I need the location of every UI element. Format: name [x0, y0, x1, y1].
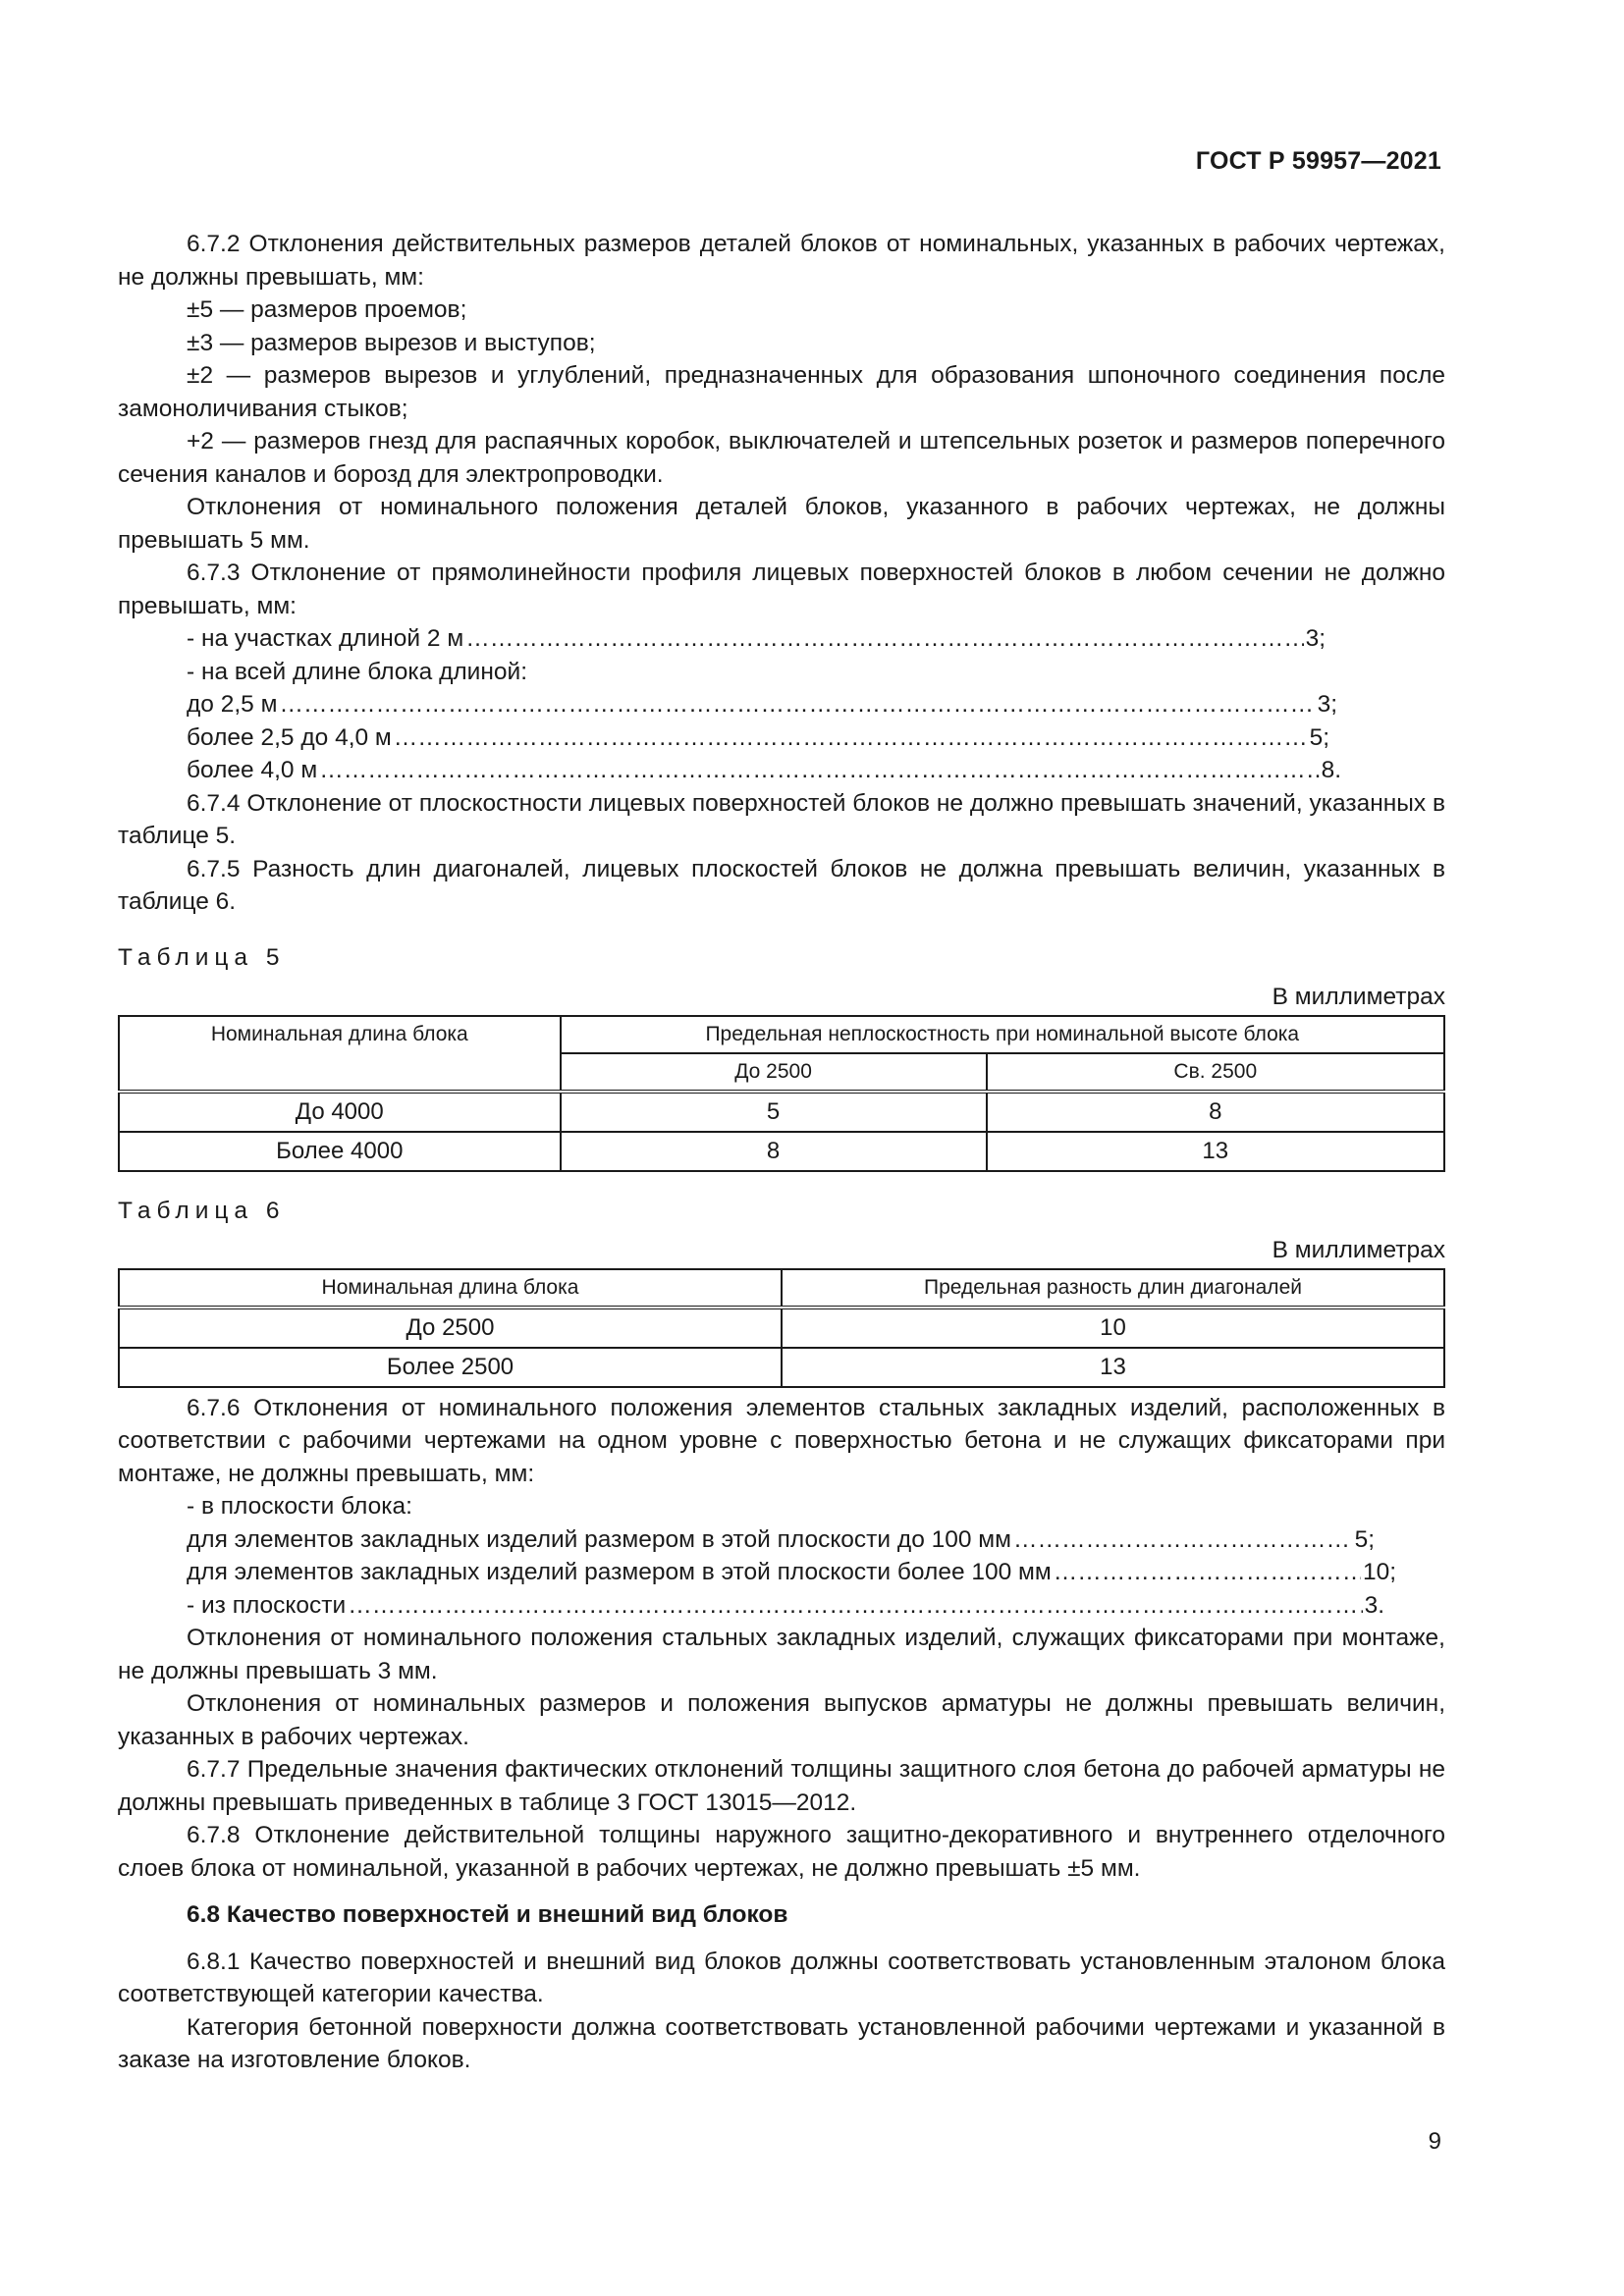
rebar-note: Отклонения от номинальных размеров и положения выпусков арматуры не должны превышать величин, указанных в рабочих чертежах. [118, 1690, 1445, 1750]
fixators-note: Отклонения от номинального положения стальных закладных изделий, служащих фиксаторами при монтаже, не должны превышать 3 мм. [118, 1625, 1445, 1684]
leader-row [118, 1523, 1375, 1557]
leader-label: более 4,0 м [187, 757, 318, 783]
dot-leader [465, 622, 1303, 656]
leader-row [118, 622, 1326, 656]
table-cell: 8 [987, 1092, 1444, 1132]
clause-6-8-1: 6.8.1 Качество поверхностей и внешний вид блоков должны соответствовать установленным эталоном блока соответствующей категории качества. [118, 1948, 1445, 2007]
dot-leader [348, 1589, 1362, 1623]
document-body [118, 228, 1445, 2077]
header-cell: Св. 2500 [987, 1053, 1444, 1092]
dot-leader [1054, 1556, 1361, 1589]
dot-leader [394, 721, 1308, 755]
table-cell: 13 [782, 1348, 1444, 1387]
leader-label: - из плоскости [187, 1591, 347, 1619]
surface-category-note: Категория бетонной поверхности должна соответствовать установленной рабочими чертежами и указанной в заказе на изготовление блоков. [118, 2013, 1445, 2073]
table-row [119, 1092, 1444, 1132]
clause-6-7-2: 6.7.2 Отклонения действительных размеров деталей блоков от номинальных, указанных в рабочих чертежах, не должны превышать, мм: [118, 231, 1445, 291]
table-header-row [119, 1016, 1444, 1053]
leader-row [118, 1589, 1384, 1623]
table-row [119, 1308, 1444, 1348]
header-cell: Номинальная длина блока [119, 1016, 561, 1092]
list-item: ±2 — размеров вырезов и углублений, предназначенных для образования шпоночного соединения после замоноличивания стыков; [118, 362, 1445, 422]
leader-label: для элементов закладных изделий размером в этой плоскости более 100 мм [187, 1559, 1052, 1585]
clause-6-7-3: 6.7.3 Отклонение от прямолинейности профиля лицевых поверхностей блоков в любом сечении не должно превышать, мм: [118, 560, 1445, 619]
table-6-units: В миллиметрах [1272, 1236, 1445, 1263]
list-item: - на всей длине блока длиной: [187, 658, 528, 685]
table-cell: Более 2500 [119, 1348, 782, 1387]
leader-value: 3. [1364, 1591, 1384, 1619]
leader-value: 5; [1309, 723, 1329, 751]
clause-6-7-6: 6.7.6 Отклонения от номинального положения элементов стальных закладных изделий, расположенных в соответствии с рабочими чертежами на одном уровне с поверхностью бетона и не служащих фиксаторами при монтаже, не должны превышать, мм: [118, 1394, 1445, 1487]
leader-row [118, 721, 1329, 755]
section-6-8-title: 6.8 Качество поверхностей и внешний вид блоков [187, 1901, 788, 1928]
page-number: 9 [1428, 2128, 1441, 2155]
clause-6-7-8: 6.7.8 Отклонение действительной толщины наружного защитно-декоративного и внутреннего отделочного слоев блока от номинальной, указанной в рабочих чертежах, не должно превышать ±5 мм. [118, 1822, 1445, 1882]
dot-leader [1013, 1523, 1353, 1557]
table-cell: 13 [987, 1132, 1444, 1171]
clause-6-7-5: 6.7.5 Разность длин диагоналей, лицевых плоскостей блоков не должна превышать величин, указанных в таблице 6. [118, 855, 1445, 915]
table-header-row [119, 1269, 1444, 1308]
leader-value: 5; [1354, 1525, 1375, 1553]
dot-leader [319, 754, 1319, 787]
standard-id: ГОСТ Р 59957—2021 [1195, 147, 1441, 175]
leader-row [118, 1556, 1396, 1589]
table-6-caption: Таблица 6 [118, 1197, 286, 1224]
table-cell: До 2500 [119, 1308, 782, 1348]
leader-row [118, 754, 1341, 787]
table-5-units: В миллиметрах [1272, 983, 1445, 1010]
table-row [119, 1132, 1444, 1171]
leader-value: 10; [1362, 1559, 1396, 1585]
clause-6-7-7: 6.7.7 Предельные значения фактических отклонений толщины защитного слоя бетона до рабочей арматуры не должны превышать приведенных в таблице 3 ГОСТ 13015—2012. [118, 1756, 1445, 1816]
position-note: Отклонения от номинального положения деталей блоков, указанного в рабочих чертежах, не должны превышать 5 мм. [118, 494, 1445, 554]
header-cell: Номинальная длина блока [119, 1269, 782, 1308]
dot-leader [279, 688, 1315, 721]
header-cell: До 2500 [561, 1053, 987, 1092]
table-cell: Более 4000 [119, 1132, 561, 1171]
list-item: +2 — размеров гнезд для распаячных коробок, выключателей и штепсельных розеток и размеров поперечного сечения каналов и борозд для электропроводки. [118, 428, 1445, 488]
list-item: ±5 — размеров проемов; [187, 296, 467, 323]
leader-label: более 2,5 до 4,0 м [187, 723, 392, 751]
leader-value: 8. [1321, 757, 1341, 783]
list-item: ±3 — размеров вырезов и выступов; [187, 329, 596, 356]
table-5 [118, 1015, 1445, 1172]
table-cell: До 4000 [119, 1092, 561, 1132]
leader-row [118, 688, 1337, 721]
table-6 [118, 1268, 1445, 1388]
table-5-caption: Таблица 5 [118, 943, 286, 971]
header-cell: Предельная неплоскостность при номинальной высоте блока [561, 1016, 1444, 1053]
leader-value: 3; [1305, 625, 1326, 652]
list-item: - в плоскости блока: [187, 1493, 412, 1520]
table-cell: 8 [561, 1132, 987, 1171]
table-cell: 5 [561, 1092, 987, 1132]
table-cell: 10 [782, 1308, 1444, 1348]
table-row [119, 1348, 1444, 1387]
clause-6-7-4: 6.7.4 Отклонение от плоскостности лицевых поверхностей блоков не должно превышать значений, указанных в таблице 5. [118, 789, 1445, 849]
leader-label: - на участках длиной 2 м [187, 625, 464, 652]
leader-label: для элементов закладных изделий размером в этой плоскости до 100 мм [187, 1525, 1011, 1553]
leader-value: 3; [1317, 691, 1337, 718]
header-cell: Предельная разность длин диагоналей [782, 1269, 1444, 1308]
leader-label: до 2,5 м [187, 691, 278, 718]
